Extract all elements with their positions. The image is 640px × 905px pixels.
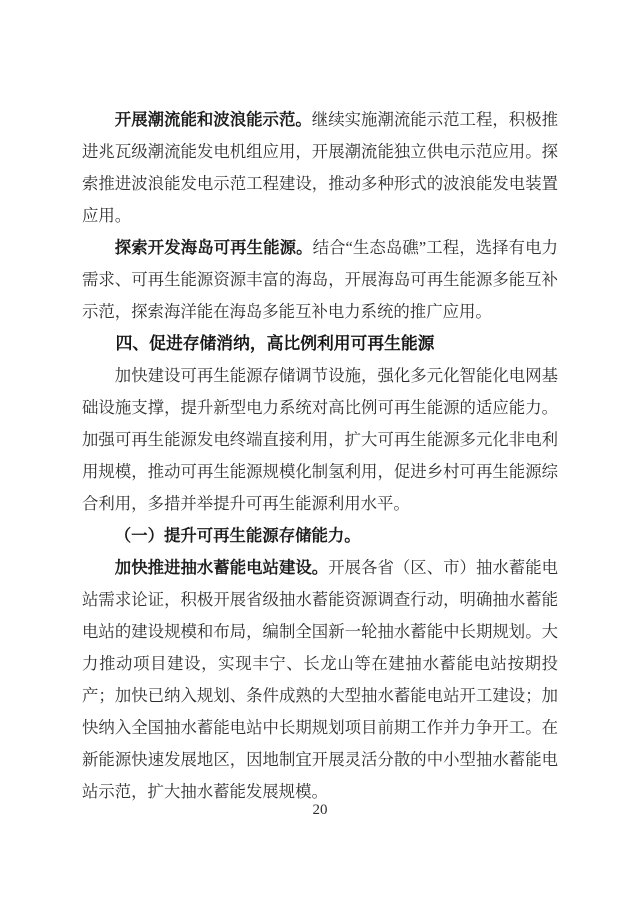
paragraph-tidal-wave-energy [82, 104, 558, 232]
page-number: 20 [312, 802, 328, 818]
paragraph-text: 开展各省（区、市）抽水蓄能电站需求论证，积极开展省级抽水蓄能资源调查行动，明确抽水蓄能电站的建设规模和布局，编制全国新一轮抽水蓄能中长期规划。大力推动项目建设，实现丰宁、长龙山等在建抽水蓄能电站按期投产；加快已纳入规划、条件成熟的大型抽水蓄能电站开工建设；加快纳入全国抽水蓄能电站中长期规划项目前期工作并力争开工。在新能源快速发展地区，因地制宜开展灵活分散的中小型抽水蓄能电站示范，扩大抽水蓄能发展规模。 [82, 558, 558, 801]
section-heading: 四、促进存储消纳，高比例利用可再生能源 [115, 334, 435, 353]
document-content [82, 104, 558, 808]
paragraph-text: 继续实施潮流能示范工程，积极推进兆瓦级潮流能发电机组应用，开展潮流能独立供电示范应用。探索推进波浪能发电示范工程建设，推动多种形式的波浪能发电装置应用。 [82, 110, 559, 225]
sub-heading: （一）提升可再生能源存储能力。 [114, 526, 361, 545]
paragraph-island-renewables [82, 232, 558, 328]
paragraph-storage-grid [82, 360, 558, 520]
paragraph-text: 加快建设可再生能源存储调节设施，强化多元化智能化电网基础设施支撑，提升新型电力系统对高比例可再生能源的适应能力。加强可再生能源发电终端直接利用，扩大可再生能源多元化非电利用规模，推动可再生能源规模化制氢利用，促进乡村可再生能源综合利用，多措并举提升可再生能源利用水平。 [82, 366, 558, 513]
paragraph-lead: 加快推进抽水蓄能电站建设。 [114, 558, 329, 577]
paragraph-lead: 探索开发海岛可再生能源。 [114, 238, 313, 257]
paragraph-text: 结合“生态岛礁”工程，选择有电力需求、可再生能源资源丰富的海岛，开展海岛可再生能源多能互补示范，探索海洋能在海岛多能互补电力系统的推广应用。 [82, 238, 558, 321]
paragraph-lead: 开展潮流能和波浪能示范。 [114, 110, 312, 129]
paragraph-pumped-storage [82, 552, 558, 808]
